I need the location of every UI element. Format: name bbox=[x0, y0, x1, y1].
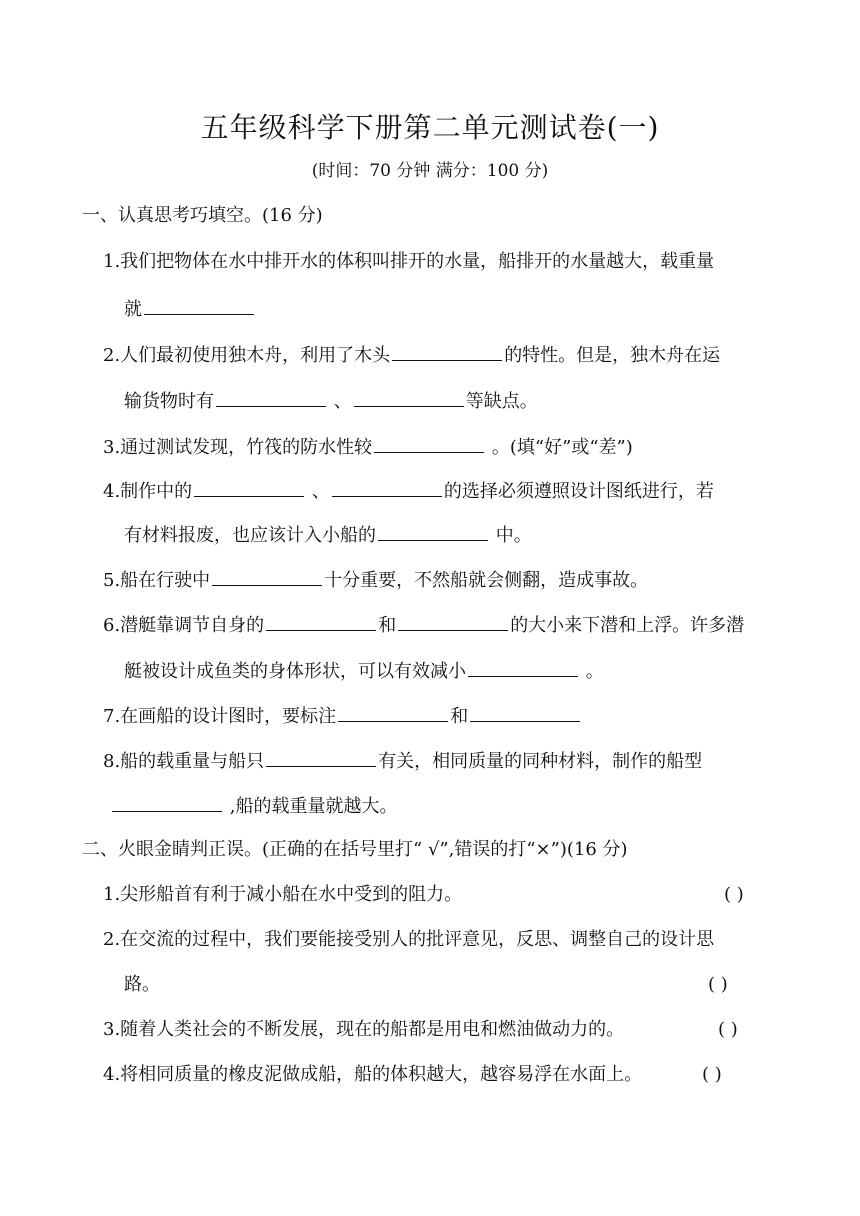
question-text: 和 bbox=[378, 615, 397, 636]
judge-question-2-line-2: 路。 bbox=[124, 974, 160, 995]
judge-question-2-line-1: 2.在交流的过程中，我们要能接受别人的批评意见，反思、调整自己的设计思 bbox=[103, 929, 715, 950]
question-text: 和 bbox=[450, 706, 469, 727]
question-text: 、 bbox=[306, 481, 330, 502]
question-text: 就 bbox=[124, 299, 142, 320]
answer-parentheses[interactable]: ( ) bbox=[702, 1064, 722, 1085]
answer-blank[interactable] bbox=[194, 476, 304, 497]
answer-parentheses[interactable]: ( ) bbox=[718, 1019, 738, 1040]
question-text: 有关，相同质量的同种材料，制作的船型 bbox=[378, 751, 703, 772]
question-2-line-2 bbox=[124, 386, 538, 416]
question-text: ,船的载重量就越大。 bbox=[224, 796, 398, 817]
section1-heading: 一、认真思考巧填空。(16 分) bbox=[82, 205, 323, 226]
question-4-line-1 bbox=[103, 476, 714, 506]
question-text: 的特性。但是，独木舟在运 bbox=[504, 345, 721, 366]
page-title: 五年级科学下册第二单元测试卷(一) bbox=[200, 111, 660, 144]
question-text: 1.我们把物体在水中排开水的体积叫排开的水量，船排开的水量越大，载重量 bbox=[103, 251, 715, 272]
question-2-line-1 bbox=[103, 340, 720, 370]
question-3 bbox=[103, 432, 633, 462]
answer-parentheses[interactable]: ( ) bbox=[708, 974, 728, 995]
question-7 bbox=[103, 701, 582, 731]
question-text: 等缺点。 bbox=[465, 391, 538, 412]
question-6-line-2 bbox=[124, 656, 604, 686]
question-text: 有材料报废，也应该计入小船的 bbox=[124, 525, 376, 546]
answer-blank[interactable] bbox=[112, 791, 222, 812]
answer-blank[interactable] bbox=[338, 701, 448, 722]
answer-blank[interactable] bbox=[378, 520, 488, 541]
question-text: 。(填“好”或“差”) bbox=[486, 437, 633, 458]
question-4-line-2 bbox=[124, 520, 532, 550]
answer-blank[interactable] bbox=[216, 386, 326, 407]
judge-question-3: 3.随着人类社会的不断发展，现在的船都是用电和燃油做动力的。 bbox=[103, 1019, 625, 1040]
question-text: 的选择必须遵照设计图纸进行，若 bbox=[443, 481, 714, 502]
question-text: 7.在画船的设计图时，要标注 bbox=[103, 706, 337, 727]
answer-parentheses[interactable]: ( ) bbox=[724, 884, 744, 905]
question-text: 8.船的载重量与船只 bbox=[103, 751, 265, 772]
answer-blank[interactable] bbox=[212, 565, 322, 586]
answer-blank[interactable] bbox=[354, 386, 464, 407]
judge-question-1: 1.尖形船首有利于减小船在水中受到的阻力。 bbox=[103, 884, 463, 905]
question-text: 4.制作中的 bbox=[103, 481, 193, 502]
question-5 bbox=[103, 565, 648, 595]
judge-question-4: 4.将相同质量的橡皮泥做成船，船的体积越大，越容易浮在水面上。 bbox=[103, 1064, 643, 1085]
question-text: 3.通过测试发现，竹筏的防水性较 bbox=[103, 437, 373, 458]
question-text: 输货物时有 bbox=[124, 391, 214, 412]
section2-heading: 二、火眼金睛判正误。(正确的在括号里打“ √”,错误的打“×”)(16 分) bbox=[82, 839, 628, 860]
question-text: 的大小来下潜和上浮。许多潜 bbox=[510, 615, 745, 636]
question-text: 艇被设计成鱼类的身体形状，可以有效减小 bbox=[124, 661, 466, 682]
question-text: 6.潜艇靠调节自身的 bbox=[103, 615, 265, 636]
answer-blank[interactable] bbox=[374, 432, 484, 453]
answer-blank[interactable] bbox=[266, 746, 376, 767]
answer-blank[interactable] bbox=[266, 610, 376, 631]
page-subtitle: (时间：70 分钟 满分：100 分) bbox=[311, 161, 549, 181]
answer-blank[interactable] bbox=[468, 656, 578, 677]
question-text: 5.船在行驶中 bbox=[103, 570, 211, 591]
answer-blank[interactable] bbox=[332, 476, 442, 497]
question-6-line-1 bbox=[103, 610, 744, 640]
answer-blank[interactable] bbox=[470, 701, 580, 722]
question-1-line-2 bbox=[124, 294, 256, 324]
answer-blank[interactable] bbox=[392, 340, 502, 361]
answer-blank[interactable] bbox=[144, 294, 254, 315]
question-text: 十分重要，不然船就会侧翻，造成事故。 bbox=[324, 570, 649, 591]
question-text: 、 bbox=[328, 391, 352, 412]
question-text: 中。 bbox=[490, 525, 532, 546]
question-text: 2.人们最初使用独木舟，利用了木头 bbox=[103, 345, 391, 366]
question-8-line-1 bbox=[103, 746, 702, 776]
question-8-line-2 bbox=[110, 791, 397, 821]
question-text: 。 bbox=[580, 661, 604, 682]
answer-blank[interactable] bbox=[398, 610, 508, 631]
question-1-line-1 bbox=[103, 248, 714, 276]
